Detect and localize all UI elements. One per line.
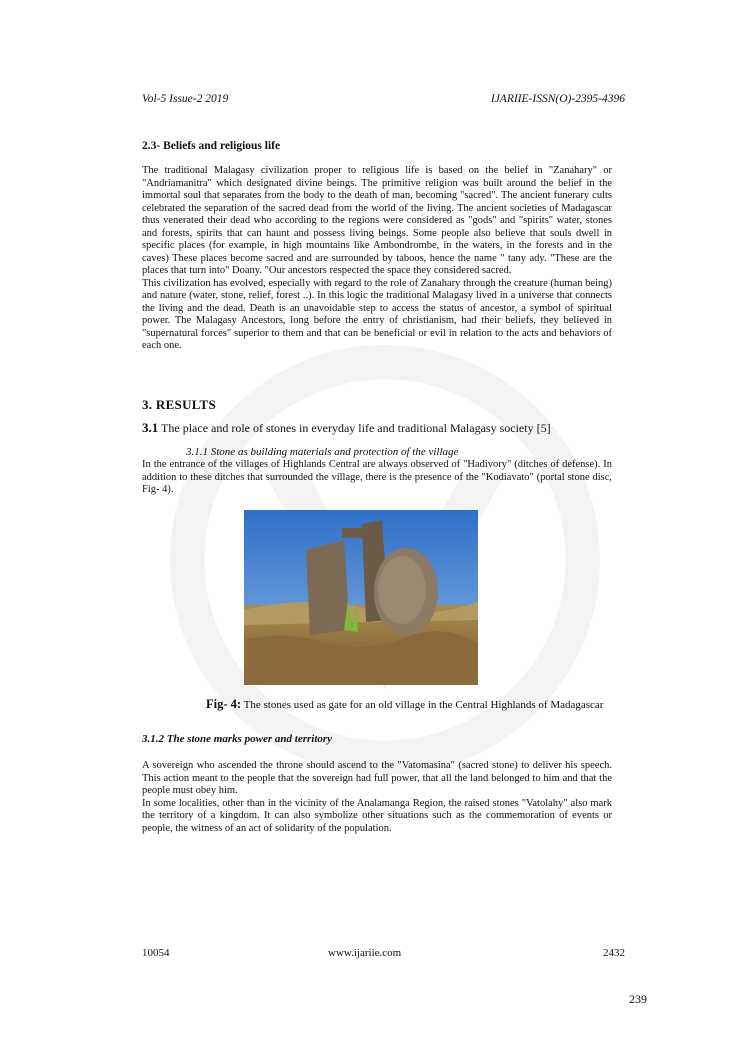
beliefs-paragraph-1: The traditional Malagasy civilization proper to religious life is based on the belief in "Zanahary" or "Andriamanitra" which designated divine beings. The primitive religion was built around the belief in the immortal soul that separates from the body to the death of man, becoming "sacred". The ancient funerary cults celebrated the separation of the sacred dead from the world of the living. The ancient societies of Madagascar thus venerated their dead who according to the regions were considered as "gods" and "spirits" water, stones and forests, spirits that can haunt and possess living beings. Some people also believe that souls dwell in specific places (for example, in high mountains like Ambondrombe, in the waters, in the forests and in the caves) These places become sacred and are surrounded by taboos, hence the name " tany ady. "These are the places that turn into" Doany. "Our ancestors respected the space they considered sacred.	[142, 165, 612, 276]
beliefs-paragraph-2: This civilization has evolved, especially with regard to the role of Zanahary through the creature (human being) and nature (water, stone, relief, forest ..). In this logic the traditional Malagasy lived in a universe that connects the living and the dead. Death is an unavoidable step to access the status of ancestor, a symbol of spiritual power. The Malagasy Ancestors, long before the entry of christianism, had their beliefs, they believed in "supernatural forces" superior to them and that can be beneficial or evil in relation to the acts and behaviors of each one.	[142, 277, 612, 351]
journal-volume: Vol-5 Issue-2 2019	[142, 93, 229, 105]
subsection-number: 3.1	[142, 420, 159, 435]
results-heading: 3. RESULTS	[142, 397, 217, 412]
figure-label: Fig- 4:	[206, 697, 242, 711]
footer-website: www.ijariie.com	[328, 947, 402, 959]
subsection-title: The place and role of stones in everyday life and traditional Malagasy society [5]	[161, 421, 551, 435]
footer-paper-id: 10054	[142, 947, 170, 959]
footer-page-ref: 2432	[603, 947, 625, 959]
subsection-3-1-1-heading: 3.1.1 Stone as building materials and protection of the village	[186, 446, 459, 458]
power-territory-paragraph-2: In some localities, other than in the vicinity of the Analamanga Region, the raised stones "Vatolahy" also mark the territory of a kingdom. It can also symbolize other situations such as the commemoration of events or people, the witness of an act of solidarity of the population.	[142, 797, 612, 834]
power-territory-paragraph-1: A sovereign who ascended the throne should ascend to the "Vatomasina" (sacred stone) to deliver his speech. This action meant to the people that the sovereign had full power, that all the land belonged to him and that the people must obey him.	[142, 760, 612, 796]
figure-caption-text: The stones used as gate for an old village in the Central Highlands of Madagascar	[243, 699, 604, 711]
stone-building-text	[142, 459, 612, 497]
power-territory-text	[142, 760, 612, 835]
stone-gate-photo	[244, 510, 478, 685]
page-number: 239	[629, 992, 647, 1006]
subsection-3-1-heading	[142, 420, 551, 436]
stone-building-paragraph: In the entrance of the villages of Highlands Central are always observed of "Hadivory" (ditches of defense). In addition to these ditches that surrounded the village, there is the presence of the "Kodiavato" (portal stone disc, Fig- 4).	[142, 459, 612, 495]
figure-caption	[206, 697, 603, 712]
subsection-3-1-2-heading: 3.1.2 The stone marks power and territory	[142, 733, 333, 745]
beliefs-body	[142, 165, 612, 353]
section-heading-beliefs: 2.3- Beliefs and religious life	[142, 140, 281, 152]
journal-issn: IJARIIE-ISSN(O)-2395-4396	[490, 93, 625, 105]
